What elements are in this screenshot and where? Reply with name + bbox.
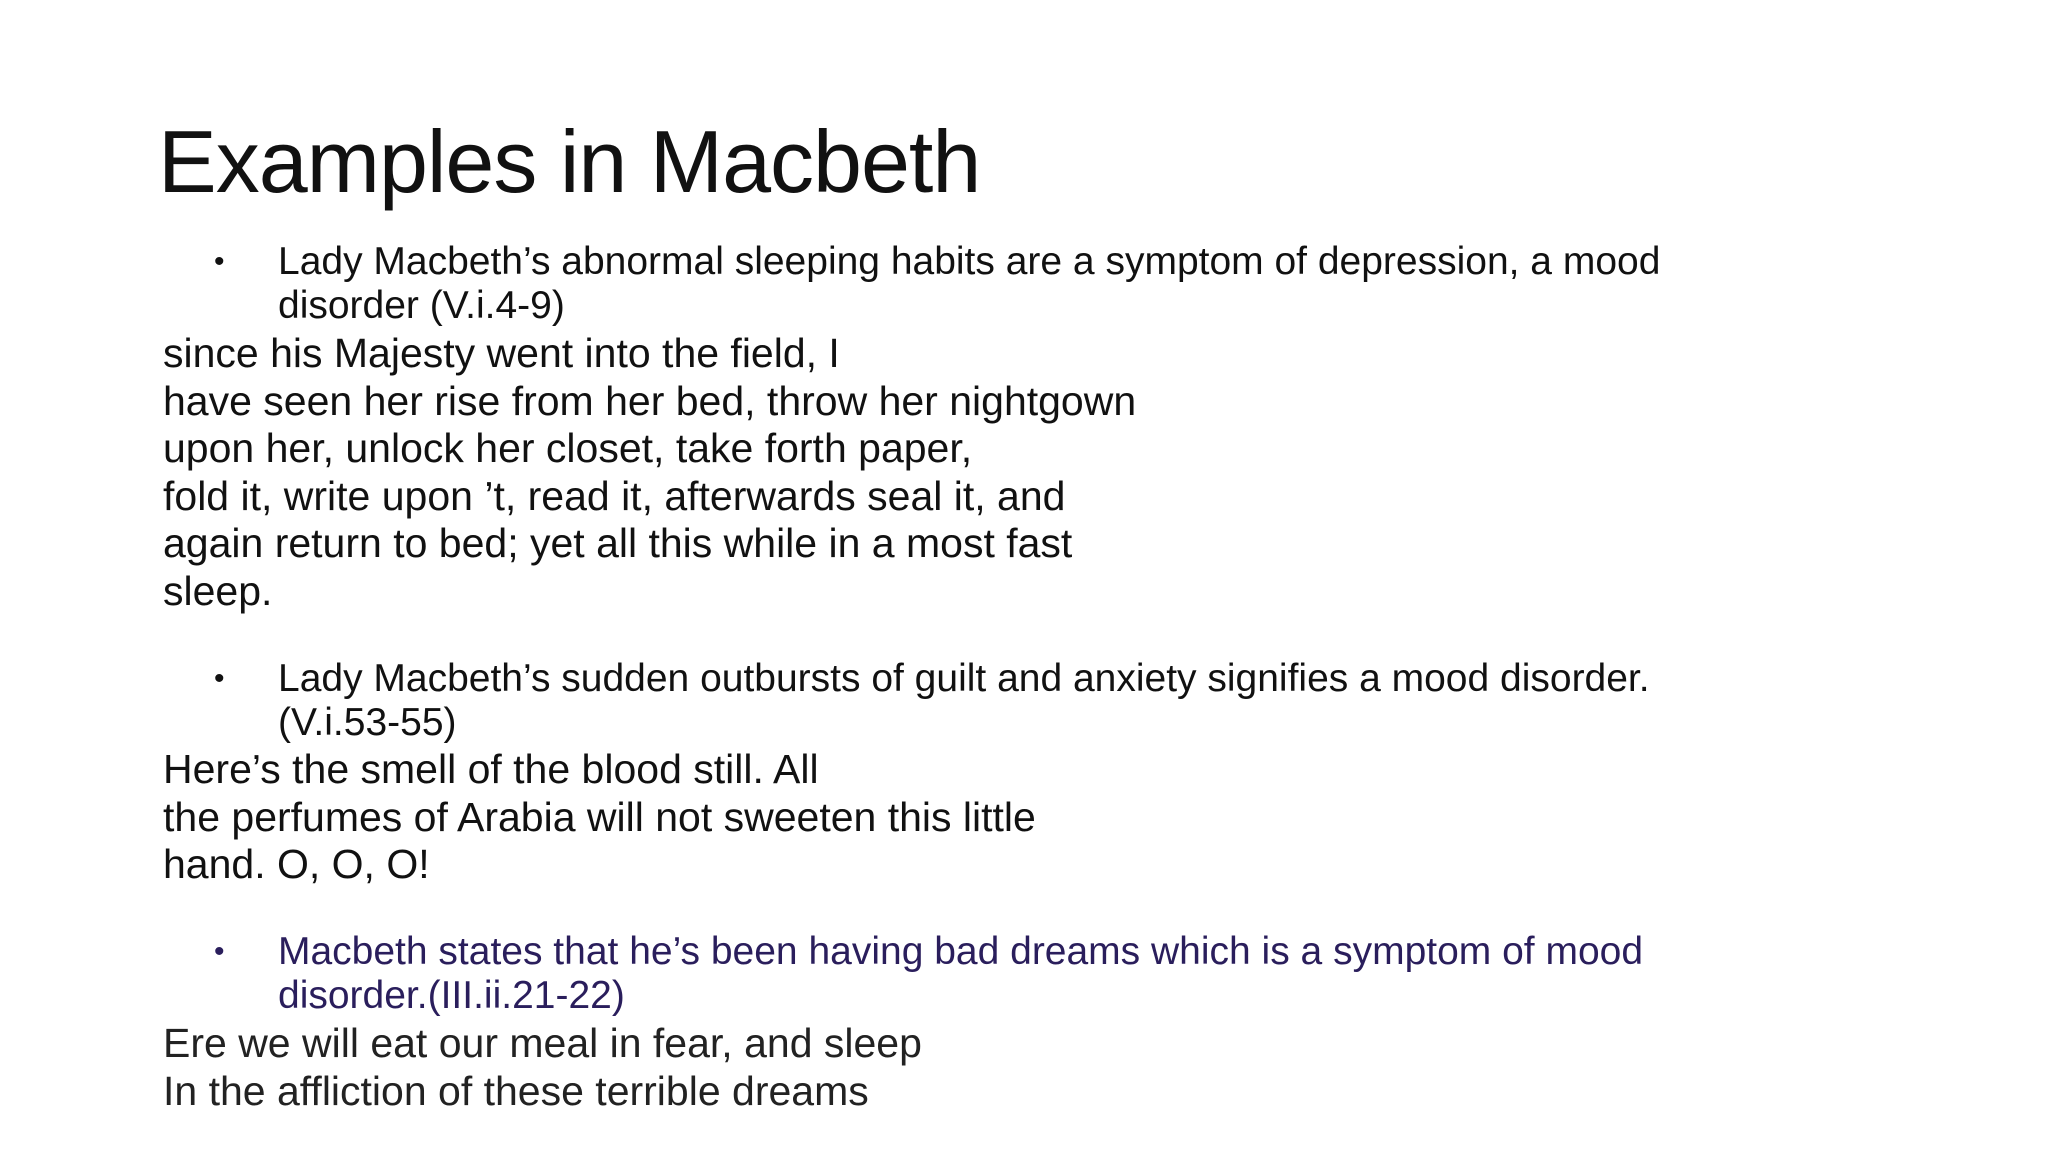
quote-line: Here’s the smell of the blood still. All [163,746,819,792]
bullet-text: Lady Macbeth’s sudden outbursts of guilt and anxiety signifies a mood disorder.(V.i.53-55) [278,657,1650,744]
quote-line: Ere we will eat our meal in fear, and sleep [163,1020,922,1066]
quote-block-2 [163,746,1036,889]
quote-line: the perfumes of Arabia will not sweeten this little [163,793,1036,840]
quote-block-3 [163,1020,922,1115]
slide-title: Examples in Macbeth [158,112,981,211]
bullet-item-2 [214,657,1714,745]
quote-line: hand. O, O, O! [163,841,430,887]
quote-line: again return to bed; yet all this while in a most fast [163,520,1073,566]
bullet-item-1 [214,240,1714,328]
bullet-dot-icon: • [214,935,225,968]
bullet-dot-icon: • [214,662,225,695]
bullet-text: Lady Macbeth’s abnormal sleeping habits are a symptom of depression, a mood disorder (V.i.4-9) [278,240,1661,327]
bullet-text: Macbeth states that he’s been having bad dreams which is a symptom of mood disorder.(III.ii.21-22) [278,930,1644,1017]
bullet-item-3 [214,930,1714,1018]
quote-line: have seen her rise from her bed, throw her nightgown [163,377,1137,424]
quote-line: sleep. [163,567,273,614]
bullet-dot-icon: • [214,245,225,278]
quote-line: In the affliction of these terrible dreams [163,1067,869,1114]
quote-line: since his Majesty went into the field, I [163,330,840,376]
quote-line: upon her, unlock her closet, take forth paper, [163,425,973,471]
quote-line: fold it, write upon ’t, read it, afterwards seal it, and [163,472,1066,519]
quote-block-1 [163,330,1136,615]
